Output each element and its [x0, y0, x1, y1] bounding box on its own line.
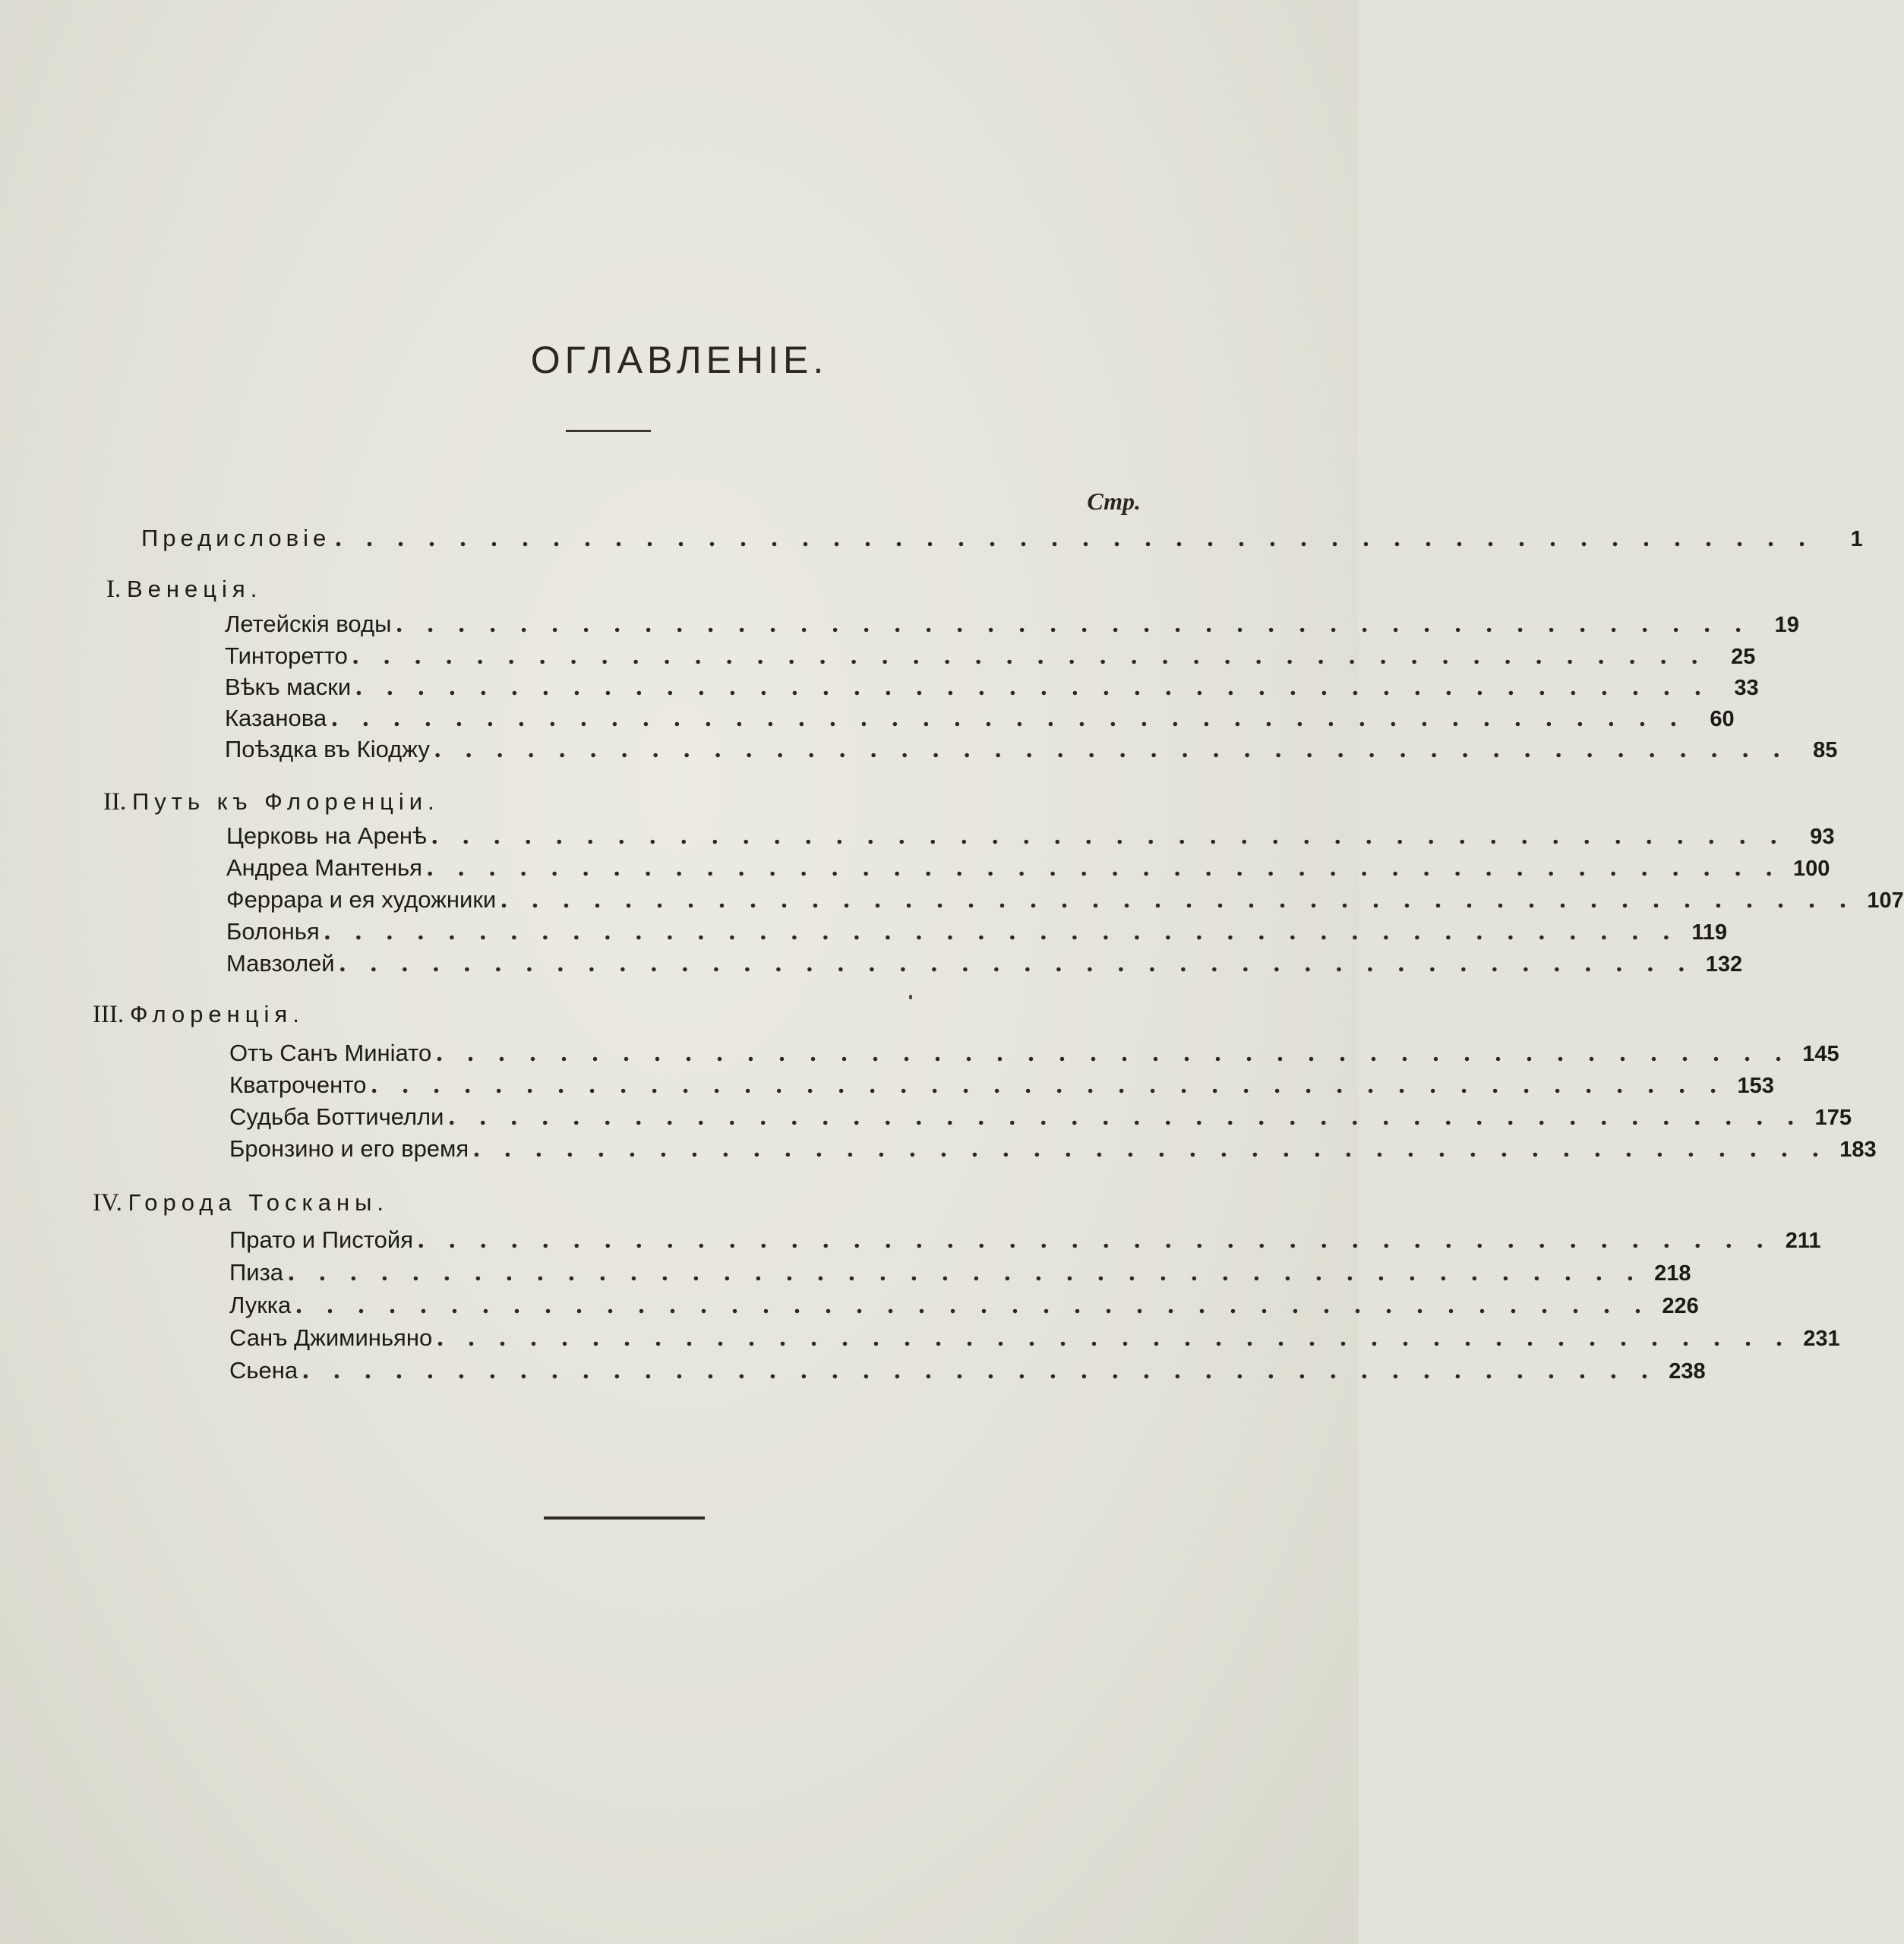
dot-leader: . . . . . . . . . . . . . . . . . . . . . . . . . . . . . . . . . . . . . . . . . . . .	[324, 917, 1679, 945]
toc-entry-label: Феррара и ея художники	[226, 886, 497, 913]
toc-entry-page: 100	[1793, 857, 1830, 881]
part-heading	[106, 576, 262, 604]
dot-leader: . . . . . . . . . . . . . . . . . . . . . . . . . . . . . . . . . . . . . . . . . . . .	[339, 949, 1694, 977]
toc-entry-label: Отъ Санъ Миніато	[229, 1040, 432, 1066]
dot-leader: . . . . . . . . . . . . . . . . . . . . . . . . . . . . . . . . . . . . . . . . . . . .	[434, 735, 1789, 763]
toc-entry	[229, 1039, 1839, 1071]
toc-entry-label: Лукка	[229, 1292, 292, 1318]
toc-entry-label: Санъ Джиминьяно	[229, 1324, 433, 1351]
toc-entry-page: 145	[1802, 1042, 1839, 1066]
dot-leader: . . . . . . . . . . . . . . . . . . . . . . . . . . . . . . . . . . . . . . . . . . . .	[331, 704, 1686, 732]
toc-entry-label: Пиза	[229, 1259, 284, 1286]
toc-entry-label: Мавзолей	[226, 950, 335, 977]
toc-entry-label: Поѣздка въ Кіоджу	[225, 736, 430, 762]
toc-entry	[229, 1356, 1706, 1388]
toc-entry-page: 107	[1867, 888, 1904, 913]
toc-entry-page: 19	[1774, 613, 1799, 637]
toc-entry-label: Болонья	[226, 918, 320, 945]
dot-leader: . . . . . . . . . . . . . . . . . . . . . . . . . . . . . . . . . . . . . . . . . . . .	[473, 1135, 1828, 1163]
toc-entry-label: Летейскія воды	[225, 611, 392, 637]
toc-entry	[225, 610, 1799, 642]
part-heading	[103, 788, 440, 816]
toc-entry	[226, 885, 1904, 917]
toc-entry-page: 218	[1654, 1261, 1691, 1286]
toc-entry-label: Кватроченто	[229, 1071, 367, 1098]
toc-entry	[229, 1071, 1774, 1103]
toc-entry	[229, 1135, 1877, 1166]
dot-leader: . . . . . . . . . . . . . . . . . . . . . . . . . . . . . . . . . . . . . . . . . . . .	[418, 1226, 1773, 1254]
title-divider	[566, 430, 651, 432]
toc-entry-page: 231	[1803, 1327, 1840, 1351]
toc-entry-preface	[141, 524, 1863, 556]
dot-leader: . . . . . . . . . . . . . . . . . . . . . . . . . . . . . . . . . . . . . . . . . . . .	[355, 673, 1710, 701]
toc-entry-page: 211	[1785, 1229, 1821, 1253]
part-number: III.	[93, 1001, 125, 1028]
toc-entry-page: 226	[1662, 1294, 1699, 1318]
part-number: I.	[106, 576, 122, 603]
toc-entry-page: 1	[1850, 527, 1863, 551]
part-heading	[93, 1001, 305, 1029]
ink-speck	[909, 995, 912, 999]
dot-leader: . . . . . . . . . . . . . . . . . . . . . . . . . . . . . . . . . . . . . . . . . . . .	[431, 822, 1786, 850]
part-number: II.	[103, 788, 127, 816]
toc-entry	[229, 1103, 1852, 1135]
toc-entry	[229, 1324, 1840, 1355]
dot-leader: . . . . . . . . . . . . . . . . . . . . . . . . . . . . . . . . . . . . . . . . . . . .	[500, 885, 1855, 914]
toc-entry	[226, 949, 1743, 981]
toc-entry-label: Казанова	[225, 705, 327, 731]
toc-entry	[229, 1226, 1821, 1258]
toc-entry-label: Церковь на Аренѣ	[226, 822, 428, 849]
toc-entry-label: Андреа Мантенья	[226, 854, 422, 881]
end-divider	[544, 1516, 705, 1520]
toc-entry-page: 119	[1691, 920, 1728, 945]
part-name: Флоренція.	[129, 1001, 305, 1027]
toc-entry-label: Бронзино и его время	[229, 1135, 469, 1162]
toc-entry-page: 93	[1810, 825, 1835, 849]
toc-entry-label: Предисловіе	[141, 525, 331, 551]
toc-entry-label: Судьба Боттичелли	[229, 1103, 444, 1130]
toc-entry	[225, 704, 1735, 736]
toc-entry	[229, 1291, 1699, 1323]
dot-leader: . . . . . . . . . . . . . . . . . . . . . . . . . . . . . . . . . . . . . . . . . . . .	[371, 1071, 1726, 1099]
part-number: IV.	[93, 1189, 122, 1217]
dot-leader: . . . . . . . . . . . . . . . . . . . . . . . . . . . . . . . . . . . . . . . . . . . .	[396, 610, 1751, 638]
toc-entry	[226, 854, 1830, 885]
dot-leader: . . . . . . . . . . . . . . . . . . . . . . . . . . . . . . . . . . . . . . . . . . . .	[302, 1356, 1657, 1384]
dot-leader: . . . . . . . . . . . . . . . . . . . . . . . . . . . . . . . . . . . . . . . . . . . .	[295, 1291, 1650, 1319]
toc-entry-page: 238	[1669, 1359, 1706, 1384]
dot-leader: . . . . . . . . . . . . . . . . . . . . . . . . . . . . . . . . . . . . . . . . . . . . . . . .	[335, 524, 1814, 552]
toc-entry-page: 183	[1839, 1138, 1877, 1162]
part-name: Города Тосканы.	[128, 1189, 390, 1216]
dot-leader: . . . . . . . . . . . . . . . . . . . . . . . . . . . . . . . . . . . . . . . . . . . .	[437, 1324, 1792, 1352]
toc-entry-label: Прато и Пистойя	[229, 1226, 414, 1253]
part-name: Путь къ Флоренціи.	[131, 788, 440, 815]
dot-leader: . . . . . . . . . . . . . . . . . . . . . . . . . . . . . . . . . . . . . . . . . . . .	[436, 1039, 1791, 1067]
dot-leader: . . . . . . . . . . . . . . . . . . . . . . . . . . . . . . . . . . . . . . . . . . . .	[288, 1258, 1643, 1286]
toc-entry-page: 132	[1705, 952, 1743, 977]
toc-entry-label: Сьена	[229, 1357, 298, 1384]
page-column-header: Стр.	[1087, 488, 1141, 515]
page-title: ОГЛАВЛЕНІЕ.	[530, 339, 829, 381]
toc-entry-label: Тинторетто	[225, 642, 348, 669]
toc-entry	[226, 822, 1835, 854]
dot-leader: . . . . . . . . . . . . . . . . . . . . . . . . . . . . . . . . . . . . . . . . . . . .	[448, 1103, 1803, 1131]
toc-entry-page: 153	[1737, 1074, 1774, 1098]
toc-entry-page: 175	[1814, 1106, 1852, 1130]
toc-entry	[225, 642, 1756, 674]
toc-entry	[226, 917, 1728, 949]
toc-entry-label: Вѣкъ маски	[225, 674, 352, 700]
toc-entry	[225, 673, 1759, 705]
toc-entry	[229, 1258, 1691, 1290]
toc-entry-page: 85	[1813, 738, 1838, 762]
toc-entry-page: 25	[1731, 645, 1756, 669]
dot-leader: . . . . . . . . . . . . . . . . . . . . . . . . . . . . . . . . . . . . . . . . . . . .	[352, 642, 1707, 670]
toc-entry-page: 33	[1734, 676, 1759, 700]
part-name: Венеція.	[127, 576, 263, 602]
toc-entry	[225, 735, 1838, 767]
toc-entry-page: 60	[1710, 707, 1735, 731]
part-heading	[93, 1189, 389, 1217]
dot-leader: . . . . . . . . . . . . . . . . . . . . . . . . . . . . . . . . . . . . . . . . . . . .	[426, 854, 1782, 882]
